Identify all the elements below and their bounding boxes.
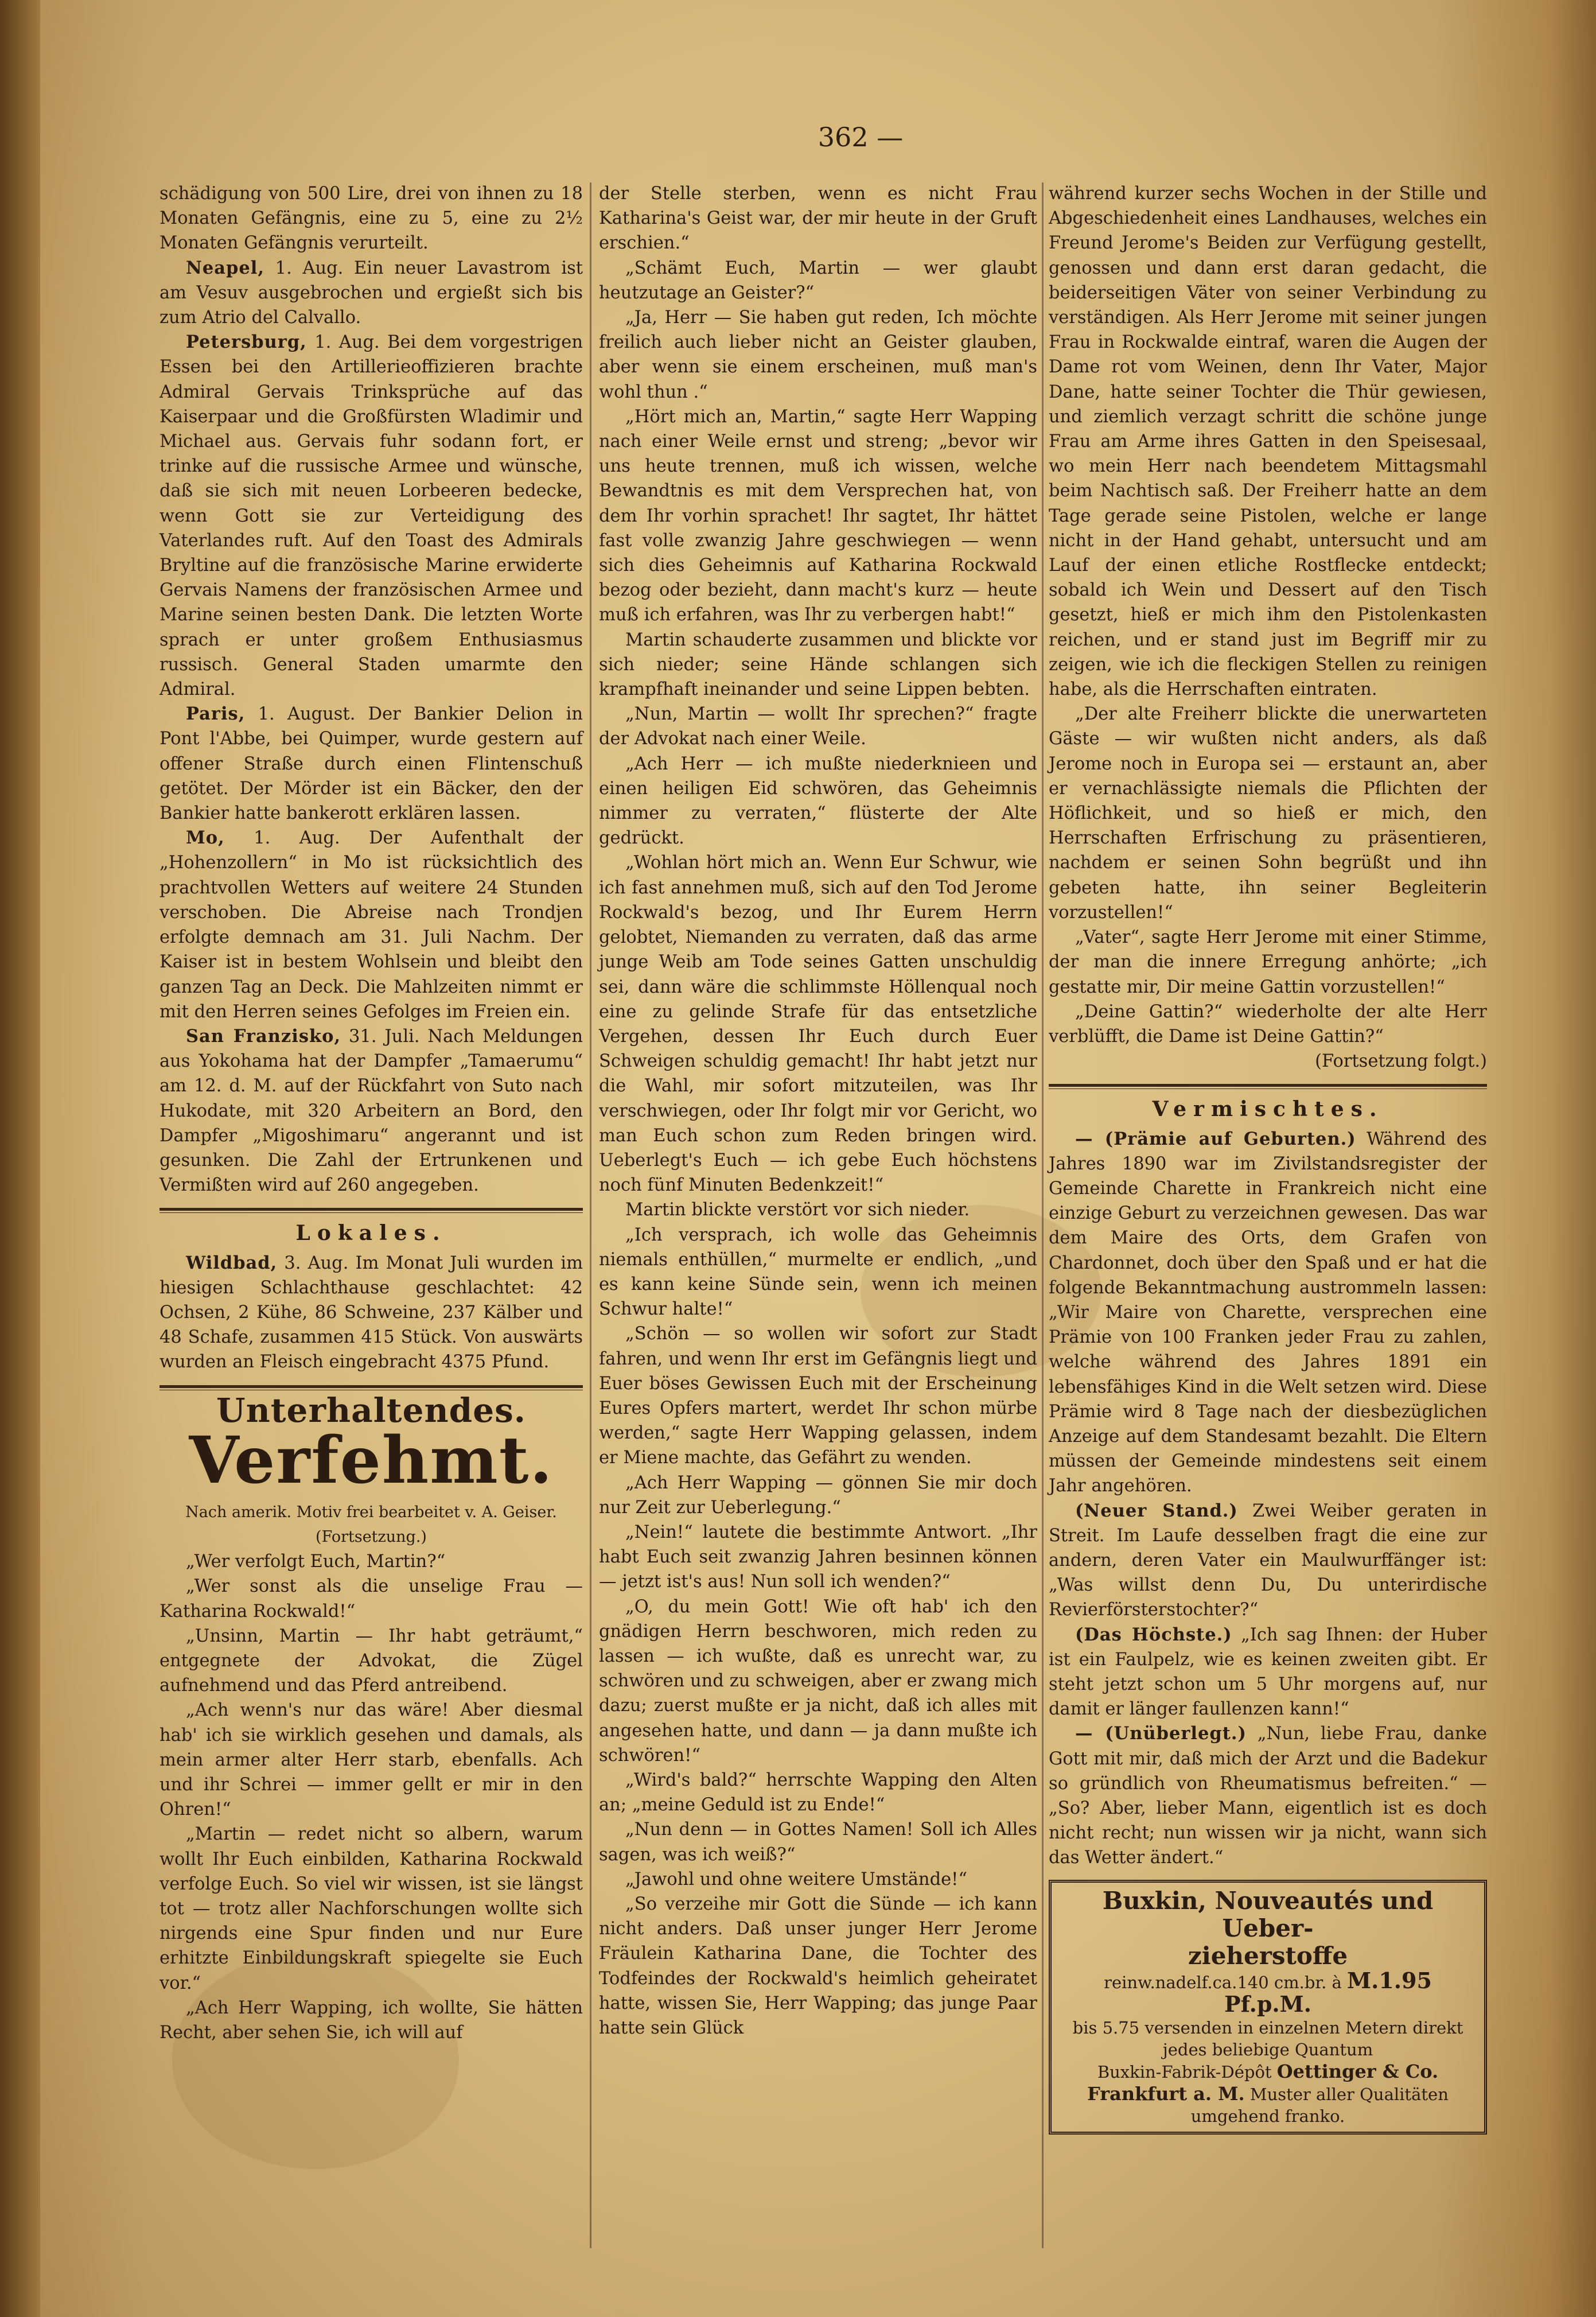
story-paragraph: „Der alte Freiherr blickte die unerwarteten Gäste — wir wußten nicht anders, als daß Jerome noch in Europa sei — erstaunt an, aber er vernachlässigte niemals die Pflichten der Höflichkeit, und so hieß er mich, den Herrschaften Erfrischung zu präsentieren, nachdem er seinen Sohn begrüßt und ihn gebeten hatte, ihn seiner Begleiterin vorzustellen!“ xyxy=(1049,704,1487,923)
story-paragraph: Martin schauderte zusammen und blickte vor sich nieder; seine Hände schlangen sich krampfhaft ineinander und seine Lippen bebten. xyxy=(599,629,1037,700)
column-1 xyxy=(159,181,583,2045)
binding-gutter xyxy=(0,0,40,2317)
story-paragraph: „Wer verfolgt Euch, Martin?“ xyxy=(186,1552,446,1572)
story-byline: Nach amerik. Motiv frei bearbeitet v. A. Geiser. xyxy=(185,1503,557,1521)
story-paragraph: Martin blickte verstört vor sich nieder. xyxy=(625,1200,970,1220)
ad-line: bis 5.75 versenden in einzelnen Metern direkt xyxy=(1072,2017,1463,2038)
section-rule xyxy=(159,1385,583,1390)
news-item: Paris, 1. August. Der Bankier Delion in Pont l'Abbe, bei Quimper, wurde gestern auf offener Straße durch einen Flintenschuß getötet. Der Mörder ist ein Bäcker, den der Bankier hatte bankerott erklären lassen. xyxy=(159,703,583,824)
story-paragraph: „Martin — redet nicht so albern, warum wollt Ihr Euch einbilden, Katharina Rockwald verfolge Euch. So viel wir wissen, ist sie längst tot — trotz aller Nachforschungen wollte sich nirgends eine Spur finden und nur Eure erhitzte Einbildungskraft spiegelte sie Euch vor.“ xyxy=(159,1824,583,1993)
lokales-heading: Lokales. xyxy=(295,1221,447,1246)
story-paragraph: „Ach Herr — ich mußte niederknieen und einen heiligen Eid schwören, das Geheimnis nimmer zu verraten,“ flüsterte der Alte gedrückt. xyxy=(599,753,1037,849)
ad-line: jedes beliebige Quantum xyxy=(1162,2039,1373,2059)
story-paragraph: „Wird's bald?“ herrschte Wapping den Alten an; „meine Geduld ist zu Ende!“ xyxy=(599,1770,1037,1815)
story-paragraph: „Ja, Herr — Sie haben gut reden, Ich möchte freilich auch lieber nicht an Geister glauben, aber wenn sie einem erscheinen, muß man's wohl thun .“ xyxy=(599,308,1037,402)
story-paragraph: „Schämt Euch, Martin — wer glaubt heutzutage an Geister?“ xyxy=(599,258,1037,303)
story-paragraph: „Ich versprach, ich wolle das Geheimnis niemals enthüllen,“ murmelte er endlich, „und es kann keine Sünde sein, wenn ich meinen Schwur halte!“ xyxy=(599,1224,1037,1320)
story-paragraph: während kurzer sechs Wochen in der Stille und Abgeschiedenheit eines Landhauses, welches ein Freund Jerome's Beiden zur Verfügung gestellt, genossen und dann erst daran gedacht, die beiderseitigen Väter von seiner Verbindung zu verständigen. Als Herr Jerome mit seiner jungen Frau in Rockwalde eintraf, waren die Augen der Dame rot vom Weinen, denn Ihr Vater, Major Dane, hatte seiner Tochter die Thür gewiesen, und ziemlich verzagt schritt die schöne junge Frau am Arme ihres Gatten in den Speisesaal, wo mein Herr nach beendetem Mittagsmahl beim Nachtisch saß. Der Freiherr hatte an dem Tage gerade seine Pistolen, welche er lange nicht in der Hand gehabt, untersucht und am Lauf der einen etliche Rostflecke entdeckt; sobald ich Wein und Dessert auf den Tisch gesetzt, hieß er mich ihm den Pistolenkasten reichen, und er stand just im Begriff mir zu zeigen, wie ich die fleckigen Stellen zu reinigen habe, als die Herrschaften eintraten. xyxy=(1049,184,1487,700)
story-title: Verfehmt. xyxy=(189,1422,554,1498)
story-paragraph: „Nein!“ lautete die bestimmte Antwort. „Ihr habt Euch seit zwanzig Jahren besinnen können — jetzt ist's aus! Nun soll ich wenden?“ xyxy=(599,1522,1037,1592)
column-divider xyxy=(1042,182,1044,2248)
story-paragraph: „Nun denn — in Gottes Namen! Soll ich Alles sagen, was ich weiß?“ xyxy=(599,1820,1037,1865)
story-paragraph: „Schön — so wollen wir sofort zur Stadt fahren, und wenn Ihr erst im Gefängnis liegt und Euer böses Gewissen Euch mit der Erscheinung Eures Opfers martert, werdet Ihr schon mürbe werden,“ sagte Herr Wapping gelassen, indem er Miene machte, das Gefährt zu wenden. xyxy=(599,1324,1037,1468)
vermischtes-heading: Vermischtes. xyxy=(1152,1097,1384,1122)
story-paragraph: „Nun, Martin — wollt Ihr sprechen?“ fragte der Advokat nach einer Weile. xyxy=(599,704,1037,749)
column-divider xyxy=(590,182,591,2248)
ad-title: zieherstoffe xyxy=(1188,1941,1348,1970)
story-paragraph: „Ach Herr Wapping — gönnen Sie mir doch nur Zeit zur Ueberlegung.“ xyxy=(599,1472,1037,1518)
news-item: schädigung von 500 Lire, drei von ihnen zu 18 Monaten Gefängnis, eine zu 5, eine zu 2½ Monaten Gefängnis verurteilt. xyxy=(159,184,583,254)
story-paragraph: „O, du mein Gott! Wie oft hab' ich den gnädigen Herrn beschworen, mich reden zu lassen — ich wußte, daß es unrecht war, zu schwören und zu schweigen, aber er zwang mich dazu; zuerst mußte er ja nicht, daß ich alles mit angesehen hatte, und dann — ja dann mußte ich schwören!“ xyxy=(599,1596,1037,1766)
story-paragraph: „Ach Herr Wapping, ich wollte, Sie hätten Recht, aber sehen Sie, ich will auf xyxy=(159,1997,583,2043)
ad-company-line: Buxkin-Fabrik-Dépôt Oettinger & Co. xyxy=(1097,2060,1439,2082)
ad-city-line: Frankfurt a. M. Muster aller Qualitäten umgehend franko. xyxy=(1087,2082,1449,2126)
misc-item: (Neuer Stand.) Zwei Weiber geraten in Streit. Im Laufe desselben fragt die eine zur andern, deren Vater ein Maulwurffänger ist: „Was willst denn Du, Du unterirdische Revierförsterstochter?“ xyxy=(1049,1500,1487,1620)
story-paragraph: „Wohlan hört mich an. Wenn Eur Schwur, wie ich fast annehmen muß, sich auf den Tod Jerome Rockwald's bezog, und Ihr Eurem Herrn gelobtet, Niemanden zu verraten, daß das arme junge Weib am Tode seines Gatten unschuldig sei, dann wäre die schlimmste Höllenqual noch eine zu gelinde Strafe für das entsetzliche Vergehen, dessen Ihr Euch durch Euer Schweigen schuldig gemacht! Ihr habt jetzt nur die Wahl, mir sofort mitzuteilen, was Ihr verschwiegen, oder Ihr folgt mir vor Gericht, wo man Euch schon zum Reden bringen wird. Ueberlegt's Euch — ich gebe Euch höchstens noch fünf Minuten Bedenkzeit!“ xyxy=(599,853,1037,1196)
story-paragraph: „Unsinn, Martin — Ihr habt geträumt,“ entgegnete der Advokat, die Zügel aufnehmend und das Pferd antreibend. xyxy=(159,1626,583,1696)
misc-item: — (Unüberlegt.) „Nun, liebe Frau, danke Gott mit mir, daß mich der Arzt und die Badekur so gründlich von Rheumatismus befreiten.“ — „So? Aber, lieber Mann, eigentlich ist es doch nicht recht; nun wissen wir ja nicht, wann sich das Wetter ändert.“ xyxy=(1049,1723,1487,1868)
story-paragraph: „Ach wenn's nur das wäre! Aber diesmal hab' ich sie wirklich gesehen und damals, als mein armer alter Herr starb, ebenfalls. Ach und ihr Schrei — immer gellt er mir in den Ohren!“ xyxy=(159,1700,583,1820)
page-number: 362 — xyxy=(818,122,904,153)
section-rule xyxy=(1049,1084,1487,1089)
ad-price-line: reinw.nadelf.ca.140 cm.br. à M.1.95 Pf.p.M. xyxy=(1104,1967,1432,2017)
news-item: Petersburg, 1. Aug. Bei dem vorgestrigen Essen bei den Artillerieoffizieren brachte Admiral Gervais Trinksprüche auf das Kaiserpaar und die Großfürsten Wladimir und Michael aus. Gervais fuhr sodann fort, er trinke auf die russische Armee und wünsche, daß sie sich mit neuen Lorbeeren bedecke, wenn Gott sie zur Verteidigung des Vaterlandes ruft. Auf den Toast des Admirals Bryltine auf die französische Marine erwiderte Gervais Namens der französischen Armee und Marine seinen besten Dank. Die letzten Worte sprach er unter großem Enthusiasmus russisch. General Staden umarmte den Admiral. xyxy=(159,332,583,700)
column-3 xyxy=(1049,181,1487,2135)
news-item: San Franzisko, 31. Juli. Nach Meldungen aus Yokohama hat der Dampfer „Tamaerumu“ am 12. d. M. auf der Rückfahrt von Suto nach Hukodate, mit 320 Arbeitern an Bord, den Dampfer „Migoshimaru“ angerannt und ist gesunken. Die Zahl der Ertrunkenen und Vermißten wird auf 260 angegeben. xyxy=(159,1025,583,1196)
story-continued-label: (Fortsetzung.) xyxy=(316,1527,427,1546)
misc-item: (Das Höchste.) „Ich sag Ihnen: der Huber ist ein Faulpelz, wie es keinen zweiten gibt. Er steht jetzt schon um 5 Uhr morgens auf, nur damit er länger faullenzen kann!“ xyxy=(1049,1624,1487,1720)
story-paragraph: „Hört mich an, Martin,“ sagte Herr Wapping nach einer Weile ernst und streng; „bevor wir uns heute trennen, muß ich wissen, welche Bewandtnis es mit dem Versprechen hat, von dem Ihr vorhin sprachet! Ihr sagtet, Ihr hättet fast volle zwanzig Jahre geschwiegen — wenn sich dies Geheimnis auf Katharina Rockwald bezog oder bezieht, dann macht's kurz — heute muß ich erfahren, was Ihr zu verbergen habt!“ xyxy=(599,406,1037,625)
story-paragraph: „Deine Gattin?“ wiederholte der alte Herr verblüfft, die Dame ist Deine Gattin?“ xyxy=(1049,1001,1487,1047)
story-paragraph: „Wer sonst als die unselige Frau — Katharina Rockwald!“ xyxy=(159,1576,583,1622)
news-item: Neapel, 1. Aug. Ein neuer Lavastrom ist am Vesuv ausgebrochen und ergießt sich bis zum Atrio del Calvallo. xyxy=(159,257,583,328)
feuilleton-heading: Unterhaltendes. xyxy=(216,1390,526,1430)
story-continuation-note: (Fortsetzung folgt.) xyxy=(1315,1051,1487,1072)
news-item: Mo, 1. Aug. Der Aufenthalt der „Hohenzollern“ in Mo ist rücksichtlich des prachtvollen Wetters auf weitere 24 Stunden verschoben. Die Abreise nach Trondjen erfolgte demnach am 31. Juli Nachm. Der Kaiser ist in bestem Wohlsein und bleibt den ganzen Tag an Deck. Die Mahlzeiten nimmt er mit den Herren seines Gefolges im Freien ein. xyxy=(159,827,583,1022)
story-paragraph: der Stelle sterben, wenn es nicht Frau Katharina's Geist war, der mir heute in der Gruft erschien.“ xyxy=(599,184,1037,254)
story-paragraph: „Vater“, sagte Herr Jerome mit einer Stimme, der man die innere Erregung anhörte; „ich gestatte mir, Dir meine Gattin vorzustellen!“ xyxy=(1049,927,1487,997)
section-rule xyxy=(159,1208,583,1213)
story-paragraph: „So verzeihe mir Gott die Sünde — ich kann nicht anders. Daß unser junger Herr Jerome Fräulein Katharina Dane, die Tochter des Todfeindes der Rockwald's heimlich geheiratet hatte, wissen Sie, Herr Wapping; das junge Paar hatte sein Glück xyxy=(599,1894,1037,2039)
story-paragraph: „Jawohl und ohne weitere Umstände!“ xyxy=(625,1869,968,1890)
ad-title: Buxkin, Nouveautés und Ueber- xyxy=(1102,1886,1434,1942)
misc-item: — (Prämie auf Geburten.) Während des Jahres 1890 war im Zivilstandsregister der Gemeinde Charette in Frankreich nicht eine einzige Geburt zu verzeichnen gewesen. Das war dem Maire des Orts, dem Grafen von Chardonnet, doch über den Spaß und er hat die folgende Bekanntmachung austrommeln lassen: „Wir Maire von Charette, versprechen eine Prämie von 100 Franken jeder Frau zu zahlen, welche während des Jahres 1891 ein lebensfähiges Kind in die Welt setzen wird. Diese Prämie wird 8 Tage nach der diesbezüglichen Anzeige auf dem Standesamt bezahlt. Die Eltern müssen der Gemeinde mindestens seit einem Jahr angehören. xyxy=(1049,1128,1487,1496)
advertisement xyxy=(1049,1880,1487,2135)
column-2 xyxy=(599,181,1037,2040)
lokales-item: Wildbad, 3. Aug. Im Monat Juli wurden im hiesigen Schlachthause geschlachtet: 42 Ochsen, 2 Kühe, 86 Schweine, 237 Kälber und 48 Schafe, zusammen 415 Stück. Von auswärts wurden an Fleisch eingebracht 4375 Pfund. xyxy=(159,1252,583,1373)
